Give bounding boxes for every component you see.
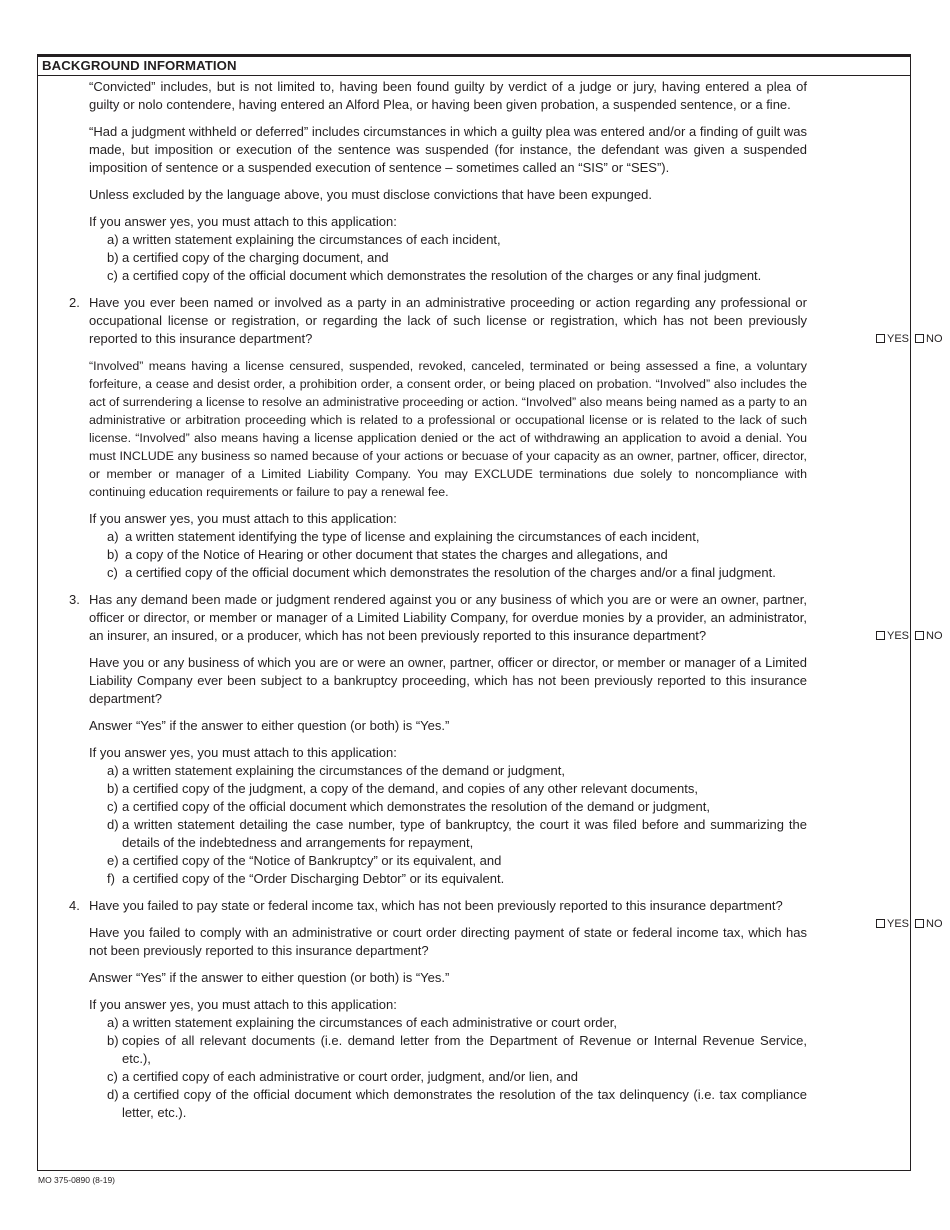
convicted-definition: “Convicted” includes, but is not limited to, having been found guilty by verdict of a judge or jury, having entered a plea of guilty or nolo contendere, having entered an Alford Plea, or having been given probation, a suspended sentence, or a fine. [89, 79, 807, 112]
checkbox-icon[interactable] [876, 334, 885, 343]
section-header: BACKGROUND INFORMATION [38, 57, 910, 76]
question-number: 3. [69, 592, 80, 607]
q1-attach-intro: If you answer yes, you must attach to this application: [89, 214, 397, 229]
q4-attach-intro: If you answer yes, you must attach to this application: [89, 997, 397, 1012]
list-item: d) a written statement detailing the case number, type of bankruptcy, the court it was filed before and summarizing the details of the indebtedness and arrangements for repayment, [107, 817, 807, 850]
question-3 [69, 591, 943, 645]
checkbox-icon[interactable] [876, 919, 885, 928]
list-item: c) a certified copy of the official document which demonstrates the resolution of the charges or any final judgment. [107, 268, 762, 283]
checkbox-icon[interactable] [915, 631, 924, 640]
list-item: a) a written statement explaining the circumstances of each administrative or court order, [107, 1015, 617, 1030]
list-item: b) a certified copy of the charging document, and [107, 250, 389, 265]
question-number: 4. [69, 898, 80, 913]
q3-yes-no [876, 627, 943, 645]
list-item: c) a certified copy of the official document which demonstrates the resolution of the demand or judgment, [107, 799, 710, 814]
list-item: f) a certified copy of the “Order Discharging Debtor” or its equivalent. [107, 871, 505, 886]
question-4-text: Have you failed to pay state or federal income tax, which has not been previously reported to this insurance department? [89, 898, 783, 913]
q2-yes-checkbox[interactable]: YES [876, 333, 909, 345]
q4-attach-list [89, 1014, 807, 1122]
q3-answer-note: Answer “Yes” if the answer to either question (or both) is “Yes.” [89, 718, 450, 733]
q4-no-checkbox[interactable]: NO [915, 918, 943, 930]
court-order-question: Have you failed to comply with an administrative or court order directing payment of state or federal income tax, which has not been previously reported to this insurance department? [89, 925, 807, 958]
q2-yes-no [876, 330, 943, 348]
involved-definition: “Involved” means having a license censured, suspended, revoked, canceled, terminated or being assessed a fine, a voluntary forfeiture, a cease and desist order, a prohibition order, a consent order, or being placed on probation. “Involved” also includes the act of surrendering a license to resolve an administrative proceeding or action. “Involved” also means being named as a party to an administrative or arbitration proceeding which is related to a professional or occupational license or is related to the lack of such license. “Involved” also means having a license application denied or the act of withdrawing an application to avoid a denial. You must INCLUDE any business so named because of your actions or becuase of your capacity as an owner, partner, officer, director, or member or manager of a Limited Liability Company. You may EXCLUDE terminations due solely to noncompliance with continuing education requirements or failure to pay a renewal fee. [89, 359, 807, 499]
list-item: c) a certified copy of each administrative or court order, judgment, and/or lien, and [107, 1069, 578, 1084]
checkbox-icon[interactable] [915, 334, 924, 343]
list-item: b) copies of all relevant documents (i.e. demand letter from the Department of Revenue or Internal Revenue Service, etc.), [107, 1033, 807, 1066]
q2-attach-list [89, 528, 807, 582]
form-number: MO 375-0890 (8-19) [38, 1175, 116, 1185]
question-2 [69, 294, 943, 348]
q2-no-checkbox[interactable]: NO [915, 333, 943, 345]
q2-attach-intro: If you answer yes, you must attach to this application: [89, 511, 397, 526]
list-item: b) a certified copy of the judgment, a copy of the demand, and copies of any other relevant documents, [107, 781, 698, 796]
list-item: a) a written statement identifying the type of license and explaining the circumstances of each incident, [107, 529, 700, 544]
form-frame [37, 54, 943, 1171]
question-4 [69, 897, 943, 930]
q3-attach-list [89, 762, 807, 888]
q3-no-checkbox[interactable]: NO [915, 630, 943, 642]
question-2-text: Have you ever been named or involved as a party in an administrative proceeding or action regarding any professional or occupational license or registration, or regarding the lack of such license or registration, which has not been previously reported to this insurance department? [89, 295, 807, 346]
q3-yes-checkbox[interactable]: YES [876, 630, 909, 642]
q4-yes-checkbox[interactable]: YES [876, 918, 909, 930]
judgment-withheld-definition: “Had a judgment withheld or deferred” includes circumstances in which a guilty plea was entered and/or a finding of guilt was made, but imposition or execution of the sentence was suspended (for instance, the defendant was given a suspended imposition of sentence or a suspended execution of sentence – sometimes called an “SIS” or “SES”). [89, 124, 807, 175]
list-item: a) a written statement explaining the circumstances of each incident, [107, 232, 501, 247]
question-3-text: Has any demand been made or judgment rendered against you or any business of which you are or were an owner, partner, officer or director, or member or manager of a Limited Liability Company, for overdue monies by a provider, an administrator, an insurer, an insured, or a producer, which has not been previously reported to this insurance department? [89, 592, 807, 643]
q4-answer-note: Answer “Yes” if the answer to either question (or both) is “Yes.” [89, 970, 450, 985]
q1-attach-list [89, 231, 807, 285]
expunged-note: Unless excluded by the language above, you must disclose convictions that have been expunged. [89, 187, 652, 202]
checkbox-icon[interactable] [915, 919, 924, 928]
checkbox-icon[interactable] [876, 631, 885, 640]
list-item: a) a written statement explaining the circumstances of the demand or judgment, [107, 763, 565, 778]
list-item: b) a copy of the Notice of Hearing or other document that states the charges and allegations, and [107, 547, 668, 562]
form-content [69, 78, 943, 1122]
list-item: c) a certified copy of the official document which demonstrates the resolution of the charges and/or a final judgment. [107, 565, 776, 580]
q4-yes-no [876, 915, 943, 933]
q3-attach-intro: If you answer yes, you must attach to this application: [89, 745, 397, 760]
list-item: d) a certified copy of the official document which demonstrates the resolution of the tax delinquency (i.e. tax compliance letter, etc.). [107, 1087, 807, 1120]
question-number: 2. [69, 295, 80, 310]
list-item: e) a certified copy of the “Notice of Bankruptcy” or its equivalent, and [107, 853, 502, 868]
bankruptcy-question: Have you or any business of which you are or were an owner, partner, officer or director, or member or manager of a Limited Liability Company ever been subject to a bankruptcy proceeding, which has not been previously reported to this insurance department? [89, 655, 807, 706]
